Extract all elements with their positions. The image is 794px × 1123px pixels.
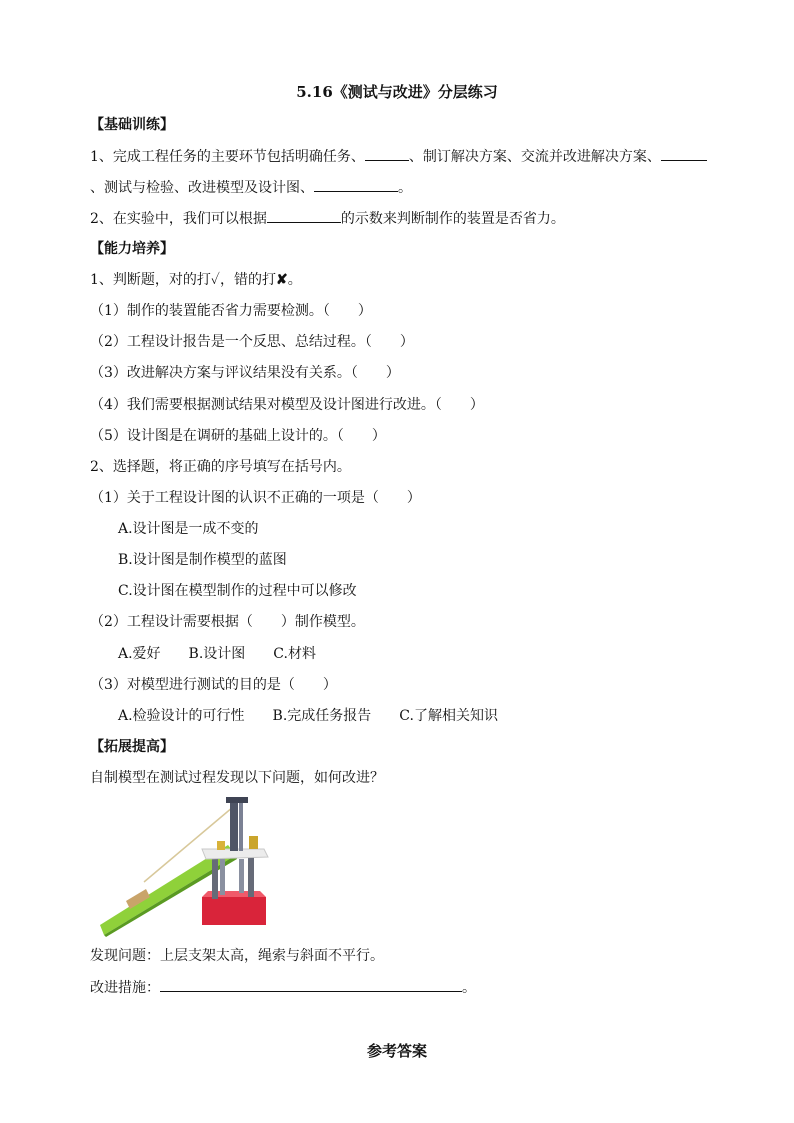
judge-item-2: （2）工程设计报告是一个反思、总结过程。（ ）	[90, 334, 414, 350]
measure-end: 。	[462, 980, 476, 996]
judge-title	[90, 270, 302, 290]
pulley-cup	[249, 836, 258, 849]
q1-blank-2[interactable]	[661, 146, 707, 161]
section-basic-heading: 【基础训练】	[90, 117, 174, 133]
measure-label: 改进措施：	[90, 980, 160, 996]
q2-blank[interactable]	[267, 208, 341, 223]
judge-title-text: 1、判断题，对的打	[90, 272, 211, 288]
judge-item-5: （5）设计图是在调研的基础上设计的。（ ）	[90, 428, 386, 444]
support-leg	[248, 857, 254, 897]
basic-question-2	[90, 208, 565, 229]
q1-text-b: 、制订解决方案、交流并改进解决方案、	[408, 149, 661, 165]
page-title: 5.16《测试与改进》分层练习	[296, 83, 498, 101]
q2-text-a: 2、在实验中，我们可以根据	[90, 211, 267, 227]
q1-text-end: 。	[398, 180, 412, 196]
support-leg	[239, 859, 244, 893]
choice-q1-option-a: A.设计图是一成不变的	[118, 521, 259, 537]
basic-question-1-cont	[90, 177, 412, 198]
choice-question-3: （3）对模型进行测试的目的是（ ）	[90, 677, 337, 693]
check-mark-icon: ✓	[210, 272, 220, 288]
choice-question-1: （1）关于工程设计图的认识不正确的一项是（ ）	[90, 490, 421, 506]
choice-q1-option-b: B.设计图是制作模型的蓝图	[118, 552, 287, 568]
choice-q3-options: A.检验设计的可行性 B.完成任务报告 C.了解相关知识	[118, 708, 498, 724]
q1-blank-1[interactable]	[365, 146, 409, 161]
mast-top	[226, 797, 248, 803]
extend-problem: 发现问题：上层支架太高，绳索与斜面不平行。	[90, 948, 384, 964]
section-extend-heading: 【拓展提高】	[90, 739, 174, 755]
q1-text-c: 、测试与检验、改进模型及设计图、	[90, 180, 314, 196]
measure-blank[interactable]	[160, 977, 462, 992]
extend-measure	[90, 977, 476, 998]
choice-title: 2、选择题，将正确的序号填写在括号内。	[90, 459, 351, 475]
support-leg	[212, 857, 218, 899]
judge-item-4: （4）我们需要根据测试结果对模型及设计图进行改进。（ ）	[90, 397, 484, 413]
q1-blank-3[interactable]	[314, 177, 398, 192]
judge-title-end: 。	[287, 272, 302, 288]
red-base	[202, 897, 266, 925]
mast	[230, 799, 238, 851]
choice-question-2: （2）工程设计需要根据（ ）制作模型。	[90, 614, 365, 630]
pulley-cup	[217, 841, 225, 850]
extend-prompt: 自制模型在测试过程发现以下问题，如何改进？	[90, 770, 384, 786]
answer-heading: 参考答案	[366, 1042, 427, 1060]
judge-item-1: （1）制作的装置能否省力需要检测。（ ）	[90, 303, 372, 319]
choice-q2-options: A.爱好 B.设计图 C.材料	[118, 646, 316, 662]
judge-title-mid: ，错的打	[219, 272, 276, 288]
cross-mark-icon: ✘	[275, 272, 288, 288]
pulley-model-illustration	[96, 797, 274, 937]
judge-item-3: （3）改进解决方案与评议结果没有关系。（ ）	[90, 365, 400, 381]
basic-question-1	[90, 146, 707, 167]
support-leg	[220, 859, 225, 895]
q1-text-a: 1、完成工程任务的主要环节包括明确任务、	[90, 149, 365, 165]
section-ability-heading: 【能力培养】	[90, 241, 174, 257]
choice-q1-option-c: C.设计图在模型制作的过程中可以修改	[118, 583, 357, 599]
q2-text-b: 的示数来判断制作的装置是否省力。	[340, 211, 565, 227]
